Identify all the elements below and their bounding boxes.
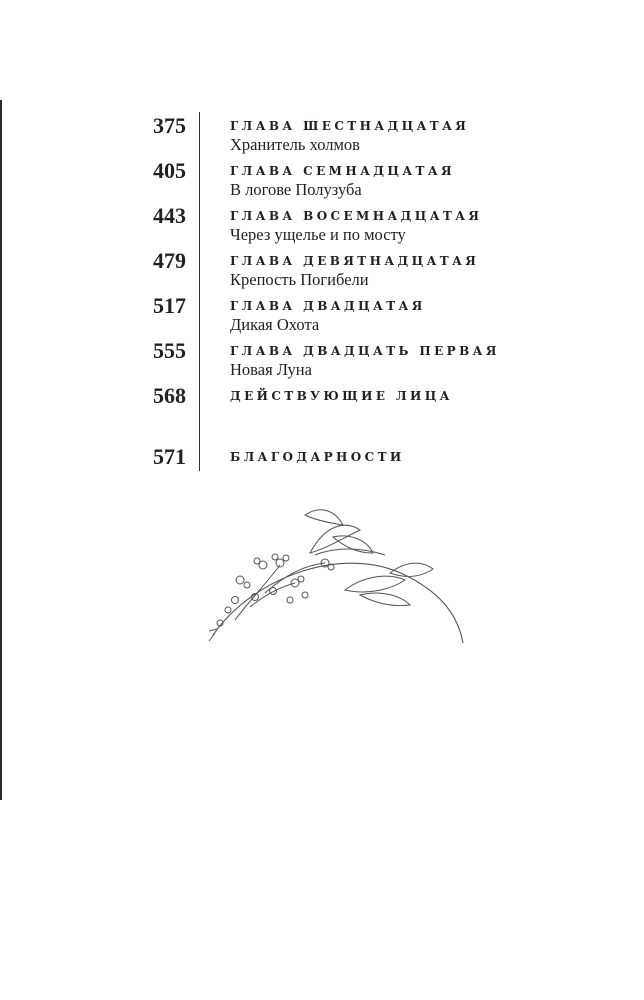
toc-entry	[140, 382, 560, 427]
toc-entry	[140, 112, 560, 157]
toc-entry	[140, 202, 560, 247]
chapter-label: БЛАГОДАРНОСТИ	[230, 450, 405, 464]
chapter-title: Крепость Погибели	[230, 270, 369, 289]
toc-entry	[140, 292, 560, 337]
toc-entry	[140, 157, 560, 202]
page-number: 479	[140, 247, 200, 292]
page-edge-line	[0, 100, 2, 800]
chapter-label: ГЛАВА ШЕСТНАДЦАТАЯ	[230, 119, 470, 133]
chapter-title: Новая Луна	[230, 360, 312, 379]
floral-branch-ornament	[195, 495, 475, 655]
toc-entry	[140, 427, 560, 471]
chapter-label: ГЛАВА ДВАДЦАТЬ ПЕРВАЯ	[230, 344, 500, 358]
chapter-label: ГЛАВА ДЕВЯТНАДЦАТАЯ	[230, 254, 480, 268]
page-number: 443	[140, 202, 200, 247]
page-number: 568	[140, 382, 200, 427]
page-number: 555	[140, 337, 200, 382]
page-number: 375	[140, 112, 200, 157]
chapter-title: В логове Полузуба	[230, 180, 362, 199]
toc-entry	[140, 247, 560, 292]
chapter-title: Через ущелье и по мосту	[230, 225, 406, 244]
page-number: 405	[140, 157, 200, 202]
chapter-label: ГЛАВА ДВАДЦАТАЯ	[230, 299, 426, 313]
chapter-label: ГЛАВА ВОСЕМНАДЦАТАЯ	[230, 209, 483, 223]
chapter-label: ГЛАВА СЕМНАДЦАТАЯ	[230, 164, 455, 178]
page-number: 517	[140, 292, 200, 337]
toc-entry	[140, 337, 560, 382]
chapter-title: Дикая Охота	[230, 315, 320, 334]
chapter-title: Хранитель холмов	[230, 135, 360, 154]
page-number: 571	[140, 427, 200, 471]
table-of-contents	[140, 112, 560, 471]
chapter-label: ДЕЙСТВУЮЩИЕ ЛИЦА	[230, 389, 453, 403]
